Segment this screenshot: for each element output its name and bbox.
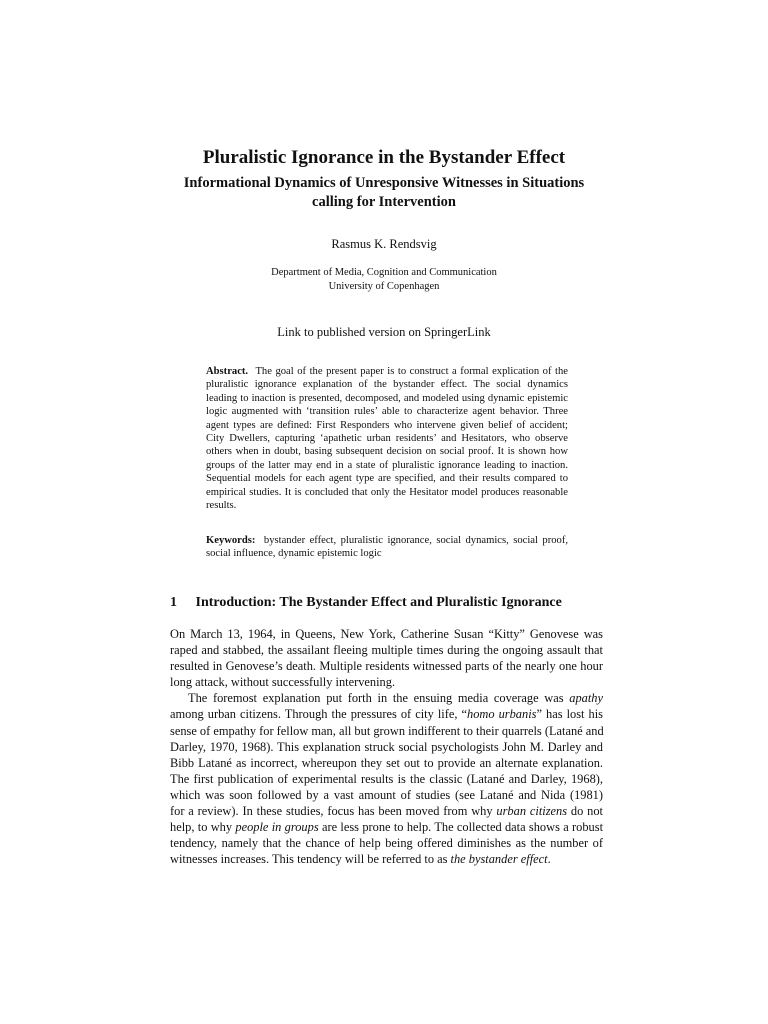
abstract	[206, 365, 568, 512]
author-name: Rasmus K. Rendsvig	[331, 237, 437, 251]
keywords-text: bystander effect, pluralistic ignorance, social dynamics, social proof, social influence, dynamic epistemic logic	[206, 535, 569, 560]
text-line: resulted in Genovese’s death. Multiple residents witnessed parts of the nearly one hour	[170, 659, 603, 674]
text-line: sense of empathy for fellow man, all but grown indifferent to their quarrels (Latané and	[170, 723, 604, 738]
section-heading	[170, 594, 600, 612]
text-line: The foremost explanation put forth in the ensuing media coverage was apathy	[188, 691, 603, 706]
text-line: Darley, 1970, 1968). This explanation struck social psychologists John M. Darley and	[170, 739, 603, 754]
section-number: 1	[170, 595, 177, 610]
text-line: for a review). In these studies, focus has been moved from why urban citizens do not	[170, 804, 603, 819]
paragraph-1	[170, 626, 603, 690]
text-line: witnesses increases. This tendency will be referred to as the bystander effect.	[170, 852, 551, 867]
text-line: long attack, without successfully intervening.	[170, 675, 396, 690]
paper-title: Pluralistic Ignorance in the Bystander Effect	[202, 147, 566, 168]
affiliation	[0, 266, 768, 294]
text-line: The first publication of experimental results is the classic (Latané and Darley, 1968),	[170, 771, 603, 786]
text-line: help, to why people in groups are less prone to help. The collected data shows a robust	[170, 820, 604, 835]
emphasis: urban citizens	[496, 804, 568, 819]
affiliation-department: Department of Media, Cognition and Communication	[271, 267, 497, 278]
keywords-label: Keywords:	[206, 535, 256, 546]
springerlink-link[interactable]: Link to published version on SpringerLink	[277, 325, 491, 339]
text-line: raped and stabbed, the assailant fleeing multiple times during the ongoing assault that	[170, 643, 603, 658]
emphasis: homo urbanis	[467, 707, 537, 722]
text-line: On March 13, 1964, in Queens, New York, Catherine Susan “Kitty” Genovese was	[170, 627, 603, 641]
emphasis: people in groups	[235, 820, 319, 835]
abstract-text: The goal of the present paper is to construct a formal explication of the pluralistic ignorance explanation of the bystander effect. The social dynamics leading to inaction is presented, decomposed, and modeled using dynamic epistemic logic augmented with ‘transition rules’ able to characterize agent behavior. Three agent types are defined: First Responders who intervene given belief of accident; City Dwellers, capturing ‘apathetic urban residents’ and Hesitators, who observe others when in doubt, basing subsequent decision on social proof. It is shown how groups of the latter may end in a state of pluralistic ignorance leading to inaction. Sequential models for each agent type are specified, and their results compared to empirical studies. It is concluded that only the Hesitator model produces reasonable results.	[206, 366, 568, 512]
emphasis: the bystander effect	[450, 852, 548, 867]
paragraph-2	[170, 690, 603, 867]
affiliation-university: University of Copenhagen	[328, 281, 440, 292]
text-line: tendency, namely that the chance of help being offered diminishes as the number of	[170, 836, 603, 851]
abstract-label: Abstract.	[206, 366, 249, 377]
text-line: which was soon followed by a vast amount of studies (see Latané and Nida (1981)	[170, 787, 603, 802]
text-line: Bibb Latané as incorrect, whereupon they set out to provide an alternate explanation.	[170, 755, 603, 770]
section-title: Introduction: The Bystander Effect and Pluralistic Ignorance	[195, 595, 562, 610]
body-text	[170, 626, 603, 867]
text-line: among urban citizens. Through the pressures of city life, “homo urbanis” has lost his	[170, 707, 603, 722]
paper-subtitle: Informational Dynamics of Unresponsive Witnesses in Situations calling for Intervention	[183, 175, 585, 210]
emphasis: apathy	[569, 691, 603, 706]
keywords	[206, 534, 568, 561]
